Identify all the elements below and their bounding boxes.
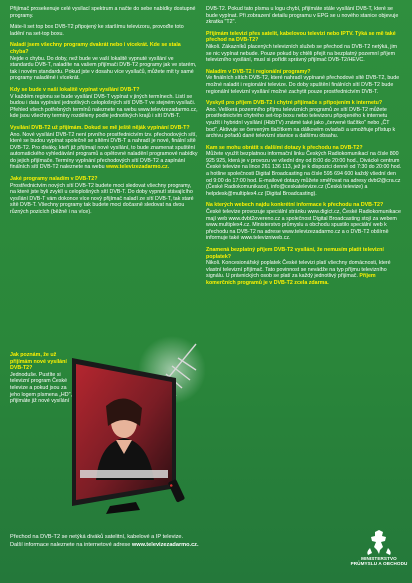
- faq-question-switch-off: Kdy se bude v naší lokalitě vypínat vysílání DVB-T?: [10, 86, 140, 93]
- ministry-name-line-2: PRŮMYSLU A OBCHODU: [350, 561, 408, 567]
- right-column: [206, 6, 402, 292]
- settop-paragraph: Máte-li set top box DVB-T2 připojený ke staršímu televizoru, provoďte toto ladění na set-top boxu.: [10, 24, 184, 37]
- faq-question-smart-receivers: Vyskytl pro příjem DVB-T2 i chytré přijímače s připojením k internetu?: [206, 100, 383, 107]
- faq-answer-switch-off: V každém regionu se bude vysílání DVB-T vypínat v jiných termínech. Listí se budou i data vypínání jednotlivých celoplošných sítí DVB-T ve stejném vysílači. Přehled všech potřebných termínů naleznete na webu www.televizezadarmo.cz, kde jsou všechny termíny rozděleny podle jednotlivých krajů i sítí DVB-T.: [10, 93, 198, 120]
- left-column: [10, 6, 198, 221]
- faq-answer-programs: Prostřednictvím nových sítí DVB-T2 budete moci sledovat všechny programy, na které jste byli zvyklí u celoplošných sítí DVB-T. Do doby vypnutí stávajícího vysílání DVB-T vám dokonce více nový přijímač naladí ze sítí DVB-T, tak staré sítě DVB-T. Všechny programy tak budete moci dočasně sledovat na dvou různých pozicích (běžně i na více).: [10, 182, 194, 216]
- hd-logo-paragraph: DVB-T2. Pokud tato písma u logu chybí, přijímáte stále vysílání DVB-T, které se bude vypínat. Při zobrazení detailu programu v EPG se u nového stanice objevuje zkratka "T2".: [206, 6, 399, 26]
- faq-question-websites: Na kterých webech najdu konkrétní informace k přechodu na DVB-T2?: [206, 202, 384, 209]
- faq-answer-satellite: Nikoli. Zákazníků placených televizních služeb se přechod na DVB-T2 netýká, jim se nic vypínat nebude. Pouze pokud by chtěli přejít na bezplatný pozemní příjem televizního vysílání, musí si pořídit správný přijímač DVB-T2/HEVC.: [206, 43, 398, 64]
- tv-caption: [10, 352, 72, 405]
- lion-emblem-icon: [348, 528, 410, 556]
- faq-answer-already-dvbt2: Ano. Nové vysílání DVB-T2 není prvního prostřednictvím tzv. přechodových sítí, které se budou vypínat společně se sítěmi DVB-T a nahradí je nové, finální sítě DVB-T2. Pro diváky, kteří již přijímají nové vysílání, to bude znamenat spuštění automatického vyhledávání programů a opětovné naladění programové nabídky do jejich přijímače. Termíny vypínání přechodových sítí DVB-T2 a zapínání finálních sítí DVB-T2 naleznete na webu www.televizezadarmo.cz.: [10, 131, 198, 171]
- faq-answer-how-recognize: Jednoduše. Pustíte si televizní program České televize a pokud jsou za jeho logem písmena „HD", přijímáte již nové vysílání: [10, 371, 72, 405]
- faq-question-satellite: Přijímám televizi přes satelit, kabelovou televizi nebo IPTV. Týká se mě také přechod na DVB-T2?: [206, 30, 396, 44]
- faq-question-regional: Naladím v DVB-T2 i regionální programy?: [206, 68, 311, 75]
- footer-link[interactable]: www.televizezadarmo.cz.: [131, 542, 199, 548]
- free-commercial-note: Příjem komerčních programů je v DVB-T2 zcela zdarma.: [206, 273, 376, 286]
- footer-line-1: Přechod na DVB-T2 se netýká diváků satelitní, kabelové a IP televize.: [10, 534, 184, 540]
- faq-question-duplicates: Naladí jsem všechny programy dvakrát nebo i vícekrát. Kde se stala chyba?: [10, 42, 181, 55]
- faq-question-fee: Znamená bezplatný příjem DVB-T2 vysílání, že nemusím platit televizní poplatek?: [206, 247, 384, 260]
- faq-answer-contacts: Můžete využít bezplatnou informační linku Českých Radiokomunikací na čísle 800 925 925, která je v provozu ve všední dny od 8:00 do 20:00 hod., Divácké centrum České televize na lince 261 136 113, jež je k dispozici denně od 7:30 do 20:00 hod. a hotline společnosti Digital Broadcasting na čísle 595 694 600 každý všední den od 9:00 do 17:00 hod. E-mailové dotazy můžete směřovat na adresy dvbt2@cra.cz (České Radiokomunikace), info@ceskatelevize.cz (Česká televize) a helpdesk@multiplex4.cz (Digital Broadcasting).: [206, 151, 402, 197]
- faq-answer-regional: Ve finálních sítích DVB-T2, které nahradí vypínané přechodové sítě DVB-T2, bude možné naladit i regionální televize. Do doby spuštění finálních sítí DVB-T2 bude regionální televizní vysílání možné zachytit pouze prostřednictvím DVB-T.: [206, 75, 400, 95]
- footer: [10, 533, 320, 549]
- faq-question-already-dvbt2: Vysílání DVB-T2 už přijímám. Dokud se mě ještě něják vypínání DVB-T?: [10, 124, 190, 131]
- ministry-logo: [348, 528, 410, 580]
- faq-answer-duplicates: Nejde o chybu. Do doby, než bude ve vaší lokalitě vypnuté vysílání ve standardu DVB-T, naladíte na vašem přijímači DVB-T2 programy jak ve starém, tak i novém standardu. Pokud jste v dosahu více vysílačů, můžete mít ty samé programy naladěné i vícekrát.: [10, 55, 197, 82]
- faq-answer-smart-receivers: Ano. Veškerá pozemního příjmu televizních programů ze sítí DVB-T2 můžete prostřednictvím chytrého set-top boxu nebo televizoru připojeného k internetu využít i hybridní vysílání (HbbTV) známé také jako „červené tlačítko" nebo „ČT bod". Aktivuje se červeným tlačítkem na dálkovém ovladači a umožňuje přístup k archivu pořadů dané televizní stanice a dalšímu obsahu.: [206, 106, 396, 140]
- intro-paragraph: Přijímač prosekenuje celé vysílací spektrum a načte do sebe nabídky dostupné programy.: [10, 6, 196, 19]
- faq-question-programs: Jaké programy naladím v DVB-T2?: [10, 176, 98, 183]
- faq-question-contacts: Kam se mohu obrátit s dalšími dotazy k přechodu na DVB-T2?: [206, 144, 363, 151]
- faq-question-how-recognize: Jak poznám, že už přijímám nové vysílání DVB-T2?: [10, 352, 67, 372]
- ministry-name-line-1: MINISTERSTVO: [361, 556, 397, 561]
- faq-answer-websites: České televize provozuje speciální stránku www.digict.cz, České Radiokomunikace mají web www.dvbt2overeno.cz a společnost Digital Broadcasting stojí za webem www.multiplex4.cz. Ministerstvo průmyslu a obchodu spustilo speciální web k přechodu na DVB-T2 na adrese www.televizezadarmo.cz a o DVB-T2 obšírně informuje také www.televizniweb.cz.: [206, 209, 401, 242]
- faq-answer-fee: Nikoli. Koncesionářský poplatek České televizi platí všechny domácnosti, které vlastní televizní přijímač. Tato povinnost se nevádže na typ příjmu televizního signálu. U právnických osob se platí za každý jednotlivý přijímač. Příjem komerčních programů je v DVB-T2 zcela zdarma.: [206, 260, 391, 286]
- footer-line-2: Další informace naleznete na internetové adrese www.televizezadarmo.cz.: [10, 542, 199, 548]
- web-link[interactable]: www.televizezadarmo.cz.: [106, 164, 170, 171]
